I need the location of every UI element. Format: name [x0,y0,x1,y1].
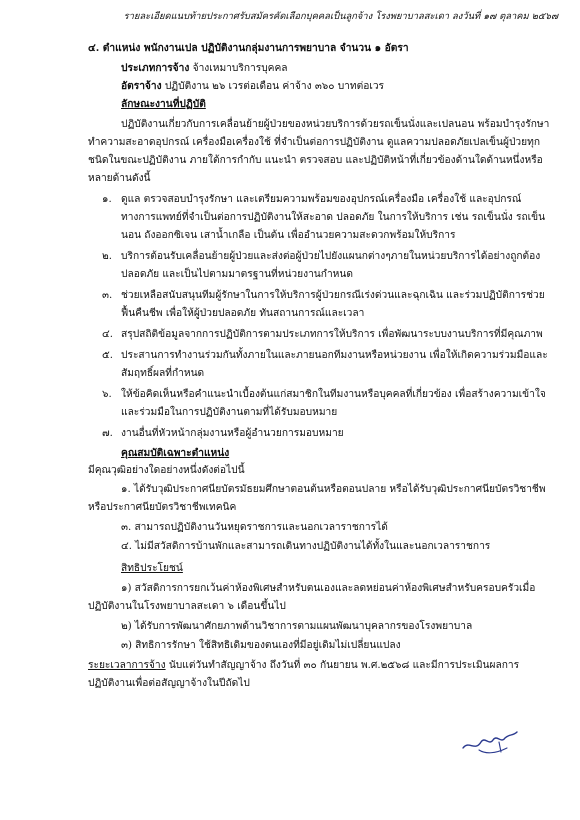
duty-text: สัมฤทธิ์ผลที่กำหนด [121,368,205,379]
benefit-item: ๒) ได้รับการพัฒนาศักยภาพด้านวิชาการตามแผนพัฒนาบุคลากรของโรงพยาบาล [121,621,473,632]
employment-type-value: จ้างเหมาบริการบุคคล [192,63,288,74]
qualifications-heading: คุณสมบัติเฉพาะตำแหน่ง [121,447,230,459]
duties-intro-line: ทำความสะอาดอุปกรณ์ เครื่องมือเครื่องใช้ ที่จำเป็นต่อการปฏิบัติงาน ดูแลความปลอดภัยเปลเข็นผู้ป่วยทุก [88,137,540,148]
duty-text: ดูแล ตรวจสอบบำรุงรักษา และเตรียมความพร้อมของอุปกรณ์เครื่องมือ เครื่องใช้ และอุปกรณ์ [121,194,522,205]
term-row [88,659,519,673]
qualification-item: ๓. สามารถปฏิบัติงานวันหยุดราชการและนอกเวลาราชการได้ [121,522,388,533]
benefit-item: ๑) สวัสดิการการยกเว้นค่าห้องพิเศษสำหรับตนเองและลดหย่อนค่าห้องพิเศษสำหรับครอบครัวเมื่อ [121,583,536,594]
duty-number: ๔. [102,329,113,340]
term-text: นับแต่วันทำสัญญาจ้าง ถึงวันที่ ๓๐ กันยายน พ.ศ.๒๕๖๘ และมีการประเมินผลการ [165,660,520,671]
term-label: ระยะเวลาการจ้าง [88,660,166,671]
duty-text: บริการต้อนรับเคลื่อนย้ายผู้ป่วยและส่งต่อผู้ป่วยไปยังแผนกต่างๆภายในหน่วยบริการได้อย่างถูกต้อง [121,251,541,262]
duty-text: นอน ถังออกซิเจน เสาน้ำเกลือ เป็นต้น เพื่ออำนวยความสะดวกพร้อมให้บริการ [121,230,456,241]
qualifications-intro: มีคุณวุฒิอย่างใดอย่างหนึ่งดังต่อไปนี้ [88,465,245,476]
wage-label: อัตราจ้าง [121,80,162,92]
duty-number: ๕. [102,350,113,361]
duty-text: สรุปสถิติข้อมูลจากการปฏิบัติการตามประเภทการให้บริการ เพื่อพัฒนาระบบงานบริการที่มีคุณภาพ [121,329,543,340]
duty-text: ฟื้นคืนชีพ เพื่อให้ผู้ป่วยปลอดภัย ทันสถานการณ์และเวลา [121,308,365,319]
term-text-continued: ปฏิบัติงานเพื่อต่อสัญญาจ้างในปีถัดไป [88,678,250,689]
position-heading: ๔. ตำแหน่ง พนักงานเปล ปฏิบัติงานกลุ่มงานการพยาบาล จำนวน ๑ อัตรา [88,42,409,54]
duties-heading: ลักษณะงานที่ปฏิบัติ [121,98,206,110]
benefits-heading: สิทธิประโยชน์ [121,563,183,574]
wage-row [121,79,384,94]
duty-text: ประสานการทำงานร่วมกันทั้งภายในและภายนอกทีมงานหรือหน่วยงาน เพื่อให้เกิดความร่วมมือและ [121,350,548,361]
signature-mark [455,722,525,762]
duties-intro-line: หลายด้านดังนี้ [88,173,151,184]
qualification-item: หรือประกาศนียบัตรวิชาชีพเทคนิค [88,502,237,513]
wage-value: ปฏิบัติงาน ๒๖ เวรต่อเดือน ค่าจ้าง ๓๖๐ บาทต่อเวร [164,81,385,92]
duty-number: ๓. [102,290,113,301]
duty-text: ปลอดภัย และเป็นไปตามมาตรฐานที่หน่วยงานกำหนด [121,269,353,280]
duty-text: งานอื่นที่หัวหน้ากลุ่มงานหรือผู้อำนวยการมอบหมาย [121,428,344,439]
duty-number: ๖. [102,389,112,400]
employment-type-row [121,61,288,76]
duty-text: ให้ข้อคิดเห็นหรือคำแนะนำเบื้องต้นแก่สมาชิกในทีมงานหรือบุคคลที่เกี่ยวข้อง เพื่อสร้างความเข้าใจ [121,389,546,400]
duty-number: ๗. [102,428,113,439]
employment-type-label: ประเภทการจ้าง [121,62,190,74]
benefit-item: ปฏิบัติงานในโรงพยาบาลสะเดา ๖ เดือนขึ้นไป [88,601,286,612]
qualification-item: ๑. ได้รับวุฒิประกาศนียบัตรมัธยมศึกษาตอนต้นหรือตอนปลาย หรือได้รับวุฒิประกาศนียบัตรวิชาชีพ [121,484,546,495]
page-header: รายละเอียดแนบท้ายประกาศรับสมัครคัดเลือกบุคคลเป็นลูกจ้าง โรงพยาบาลสะเดา ลงวันที่ ๑๗ ตุลาคม ๒๕๖๗ [123,11,558,22]
duty-number: ๑. [102,194,112,205]
duties-intro-line: ชนิดในขณะปฏิบัติงาน ภายใต้การกำกับ แนะนำ ตรวจสอบ และปฏิบัติหน้าที่เกี่ยวข้องด้านใดด้านหนึ่งหรือ [88,155,543,166]
duties-intro-line: ปฏิบัติงานเกี่ยวกับการเคลื่อนย้ายผู้ป่วยของหน่วยบริการด้วยรถเข็นนั่งและเปลนอน พร้อมบำรุงรักษา [121,119,550,130]
qualification-item: ๔. ไม่มีสวัสดิการบ้านพักและสามารถเดินทางปฏิบัติงานได้ทั้งในและนอกเวลาราชการ [121,541,491,552]
benefit-item: ๓) สิทธิการรักษา ใช้สิทธิเดิมของตนเองที่มีอยู่เดิมไม่เปลี่ยนแปลง [121,640,401,651]
duty-text: ทางการแพทย์ที่จำเป็นต่อการปฏิบัติงานให้สะอาด ปลอดภัย ในการให้บริการ เช่น รถเข็นนั่ง รถเข็น [121,212,546,223]
duty-text: และร่วมมือในการปฏิบัติงานตามที่ได้รับมอบหมาย [121,407,338,418]
duty-number: ๒. [102,251,112,262]
duty-text: ช่วยเหลือสนับสนุนทีมผู้รักษาในการให้บริการผู้ป่วยกรณีเร่งด่วนและฉุกเฉิน และร่วมปฏิบัติการช่วย [121,290,545,301]
